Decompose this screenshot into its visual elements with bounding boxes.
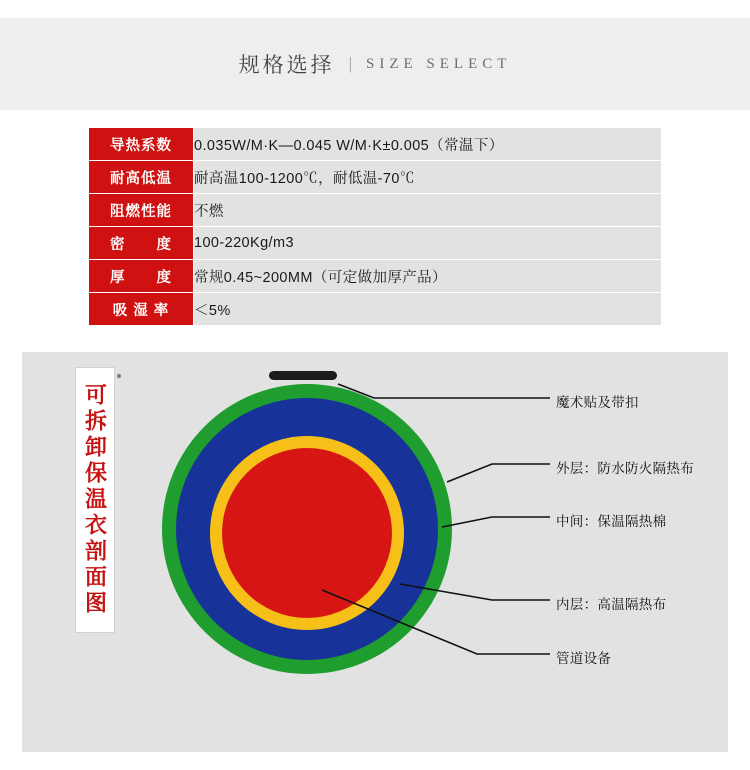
spec-value: 100-220Kg/m3: [194, 227, 662, 260]
spec-label: 耐高低温: [89, 161, 194, 194]
spec-label: 阻燃性能: [89, 194, 194, 227]
callout-outer-layer: 外层：防水防火隔热布: [556, 461, 694, 476]
callout-velcro: 魔术贴及带扣: [556, 395, 639, 410]
table-row: [89, 161, 662, 194]
spec-label: 密 度: [89, 227, 194, 260]
diagram-vertical-title: [75, 367, 115, 633]
title-separator: |: [348, 54, 352, 73]
page-title-en: SIZE SELECT: [365, 55, 512, 72]
callout-pipe-equipment: 管道设备: [556, 651, 612, 666]
header-band: [0, 18, 750, 110]
spec-label: 吸 湿 率: [89, 293, 194, 326]
spec-value: 0.035W/M·K—0.045 W/M·K±0.005（常温下）: [194, 128, 662, 161]
callout-inner-layer: 内层：高温隔热布: [556, 597, 667, 612]
spec-value: 耐高温100-1200℃，耐低温-70℃: [194, 161, 662, 194]
page-title-cn: 规格选择: [238, 53, 335, 77]
spec-value: 常规0.45~200MM（可定做加厚产品）: [194, 260, 662, 293]
diagram-vertical-title-text: 可拆卸保温衣剖面图: [82, 383, 108, 617]
table-row: [89, 293, 662, 326]
spec-label: 导热系数: [89, 128, 194, 161]
spec-table: [88, 127, 662, 326]
insulation-layers: [162, 384, 452, 674]
decorative-dot: [117, 374, 121, 378]
spec-value: ＜5%: [194, 293, 662, 326]
spec-value: 不燃: [194, 194, 662, 227]
velcro-strap: [269, 371, 337, 380]
table-row: [89, 260, 662, 293]
pipe-core: [222, 448, 392, 618]
table-row: [89, 194, 662, 227]
table-row: [89, 128, 662, 161]
callout-middle-layer: 中间：保温隔热棉: [556, 514, 667, 529]
cross-section-diagram: [22, 352, 728, 752]
table-row: [89, 227, 662, 260]
spec-label: 厚 度: [89, 260, 194, 293]
header-title-group: [0, 18, 750, 110]
